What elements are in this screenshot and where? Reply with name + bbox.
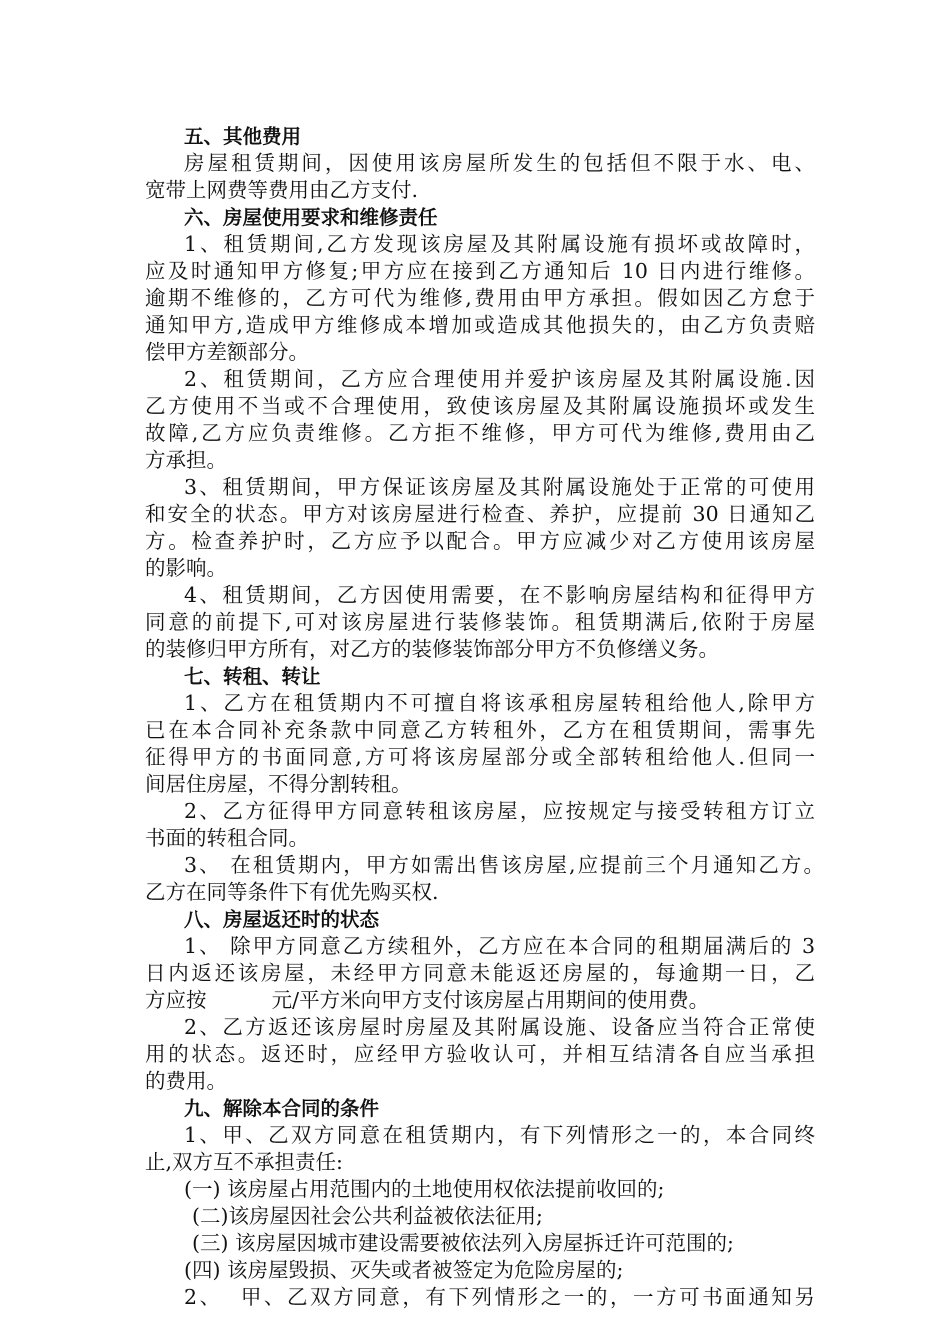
section-heading-other-fees: 五、其他费用 [184,125,302,148]
paragraph-line: 4、租赁期间，乙方因使用需要，在不影响房屋结构和征得甲方 [184,583,815,607]
paragraph-line: 1、 除甲方同意乙方续租外，乙方应在本合同的租期届满后的 3 [184,934,815,958]
paragraph-line: 2、乙方征得甲方同意转租该房屋，应按规定与接受转租方订立 [184,799,815,823]
paragraph-line: 的装修归甲方所有，对乙方的装修装饰部分甲方不负修缮义务。 [145,637,719,661]
paragraph-line: 房屋租赁期间，因使用该房屋所发生的包括但不限于水、电、 [184,151,815,175]
paragraph-line: 间居住房屋，不得分割转租。 [145,772,412,796]
paragraph-line: 2、乙方返还该房屋时房屋及其附属设施、设备应当符合正常使 [184,1015,815,1039]
paragraph-line: 故障,乙方应负责维修。乙方拒不维修，甲方可代为维修,费用由乙 [145,421,815,445]
section-heading-termination: 九、解除本合同的条件 [184,1097,380,1120]
paragraph-line: 的费用。 [145,1069,227,1093]
paragraph-line: 逾期不维修的，乙方可代为维修,费用由甲方承担。假如因乙方怠于 [145,286,815,310]
paragraph-line: 应及时通知甲方修复;甲方应在接到乙方通知后 10 日内进行维修。 [145,259,815,283]
paragraph-line: 1、租赁期间,乙方发现该房屋及其附属设施有损坏或故障时， [184,232,815,256]
paragraph-line: 1、乙方在租赁期内不可擅自将该承租房屋转租给他人,除甲方 [184,691,815,715]
paragraph-line: 方承担。 [145,448,227,472]
paragraph-line: 3、 在租赁期内，甲方如需出售该房屋,应提前三个月通知乙方。 [184,853,824,877]
list-item: (一) 该房屋占用范围内的土地使用权依法提前收回的; [184,1177,665,1201]
paragraph-line: 偿甲方差额部分。 [145,340,309,364]
section-heading-return-state: 八、房屋返还时的状态 [184,908,380,931]
paragraph-line: 方应按 元/平方米向甲方支付该房屋占用期间的使用费。 [145,988,710,1012]
paragraph-line: 宽带上网费等费用由乙方支付. [145,178,419,202]
paragraph-line: 方。检查养护时，乙方应予以配合。甲方应减少对乙方使用该房屋 [145,529,815,553]
paragraph-line: 3、租赁期间，甲方保证该房屋及其附属设施处于正常的可使用 [184,475,815,499]
paragraph-line: 征得甲方的书面同意,方可将该房屋部分或全部转租给他人.但同一 [145,745,815,769]
paragraph-line: 乙方使用不当或不合理使用，致使该房屋及其附属设施损坏或发生 [145,394,815,418]
section-heading-sublease: 七、转租、转让 [184,665,321,688]
paragraph-line: 乙方在同等条件下有优先购买权. [145,880,439,904]
paragraph-line: 2、 甲、乙双方同意，有下列情形之一的，一方可书面通知另 [184,1285,815,1309]
paragraph-line: 和安全的状态。甲方对该房屋进行检查、养护，应提前 30 日通知乙 [145,502,815,526]
paragraph-line: 通知甲方,造成甲方维修成本增加或造成其他损失的，由乙方负责赔 [145,313,815,337]
list-item: (四) 该房屋毁损、灭失或者被签定为危险房屋的; [184,1258,624,1282]
paragraph-line: 日内返还该房屋，未经甲方同意未能返还房屋的，每逾期一日，乙 [145,961,815,985]
list-item: (二)该房屋因社会公共利益被依法征用; [192,1204,543,1228]
paragraph-line: 用的状态。返还时，应经甲方验收认可，并相互结清各自应当承担 [145,1042,815,1066]
paragraph-line: 1、甲、乙双方同意在租赁期内，有下列情形之一的，本合同终 [184,1123,815,1147]
paragraph-line: 止,双方互不承担责任: [145,1150,343,1174]
section-heading-usage-maintenance: 六、房屋使用要求和维修责任 [184,206,438,229]
paragraph-line: 书面的转租合同。 [145,826,309,850]
list-item: (三) 该房屋因城市建设需要被依法列入房屋拆迁许可范围的; [192,1231,734,1255]
paragraph-line: 同意的前提下,可对该房屋进行装修装饰。租赁期满后,依附于房屋 [145,610,815,634]
paragraph-line: 已在本合同补充条款中同意乙方转租外，乙方在租赁期间，需事先 [145,718,815,742]
paragraph-line: 的影响。 [145,556,227,580]
paragraph-line: 2、租赁期间，乙方应合理使用并爱护该房屋及其附属设施.因 [184,367,815,391]
